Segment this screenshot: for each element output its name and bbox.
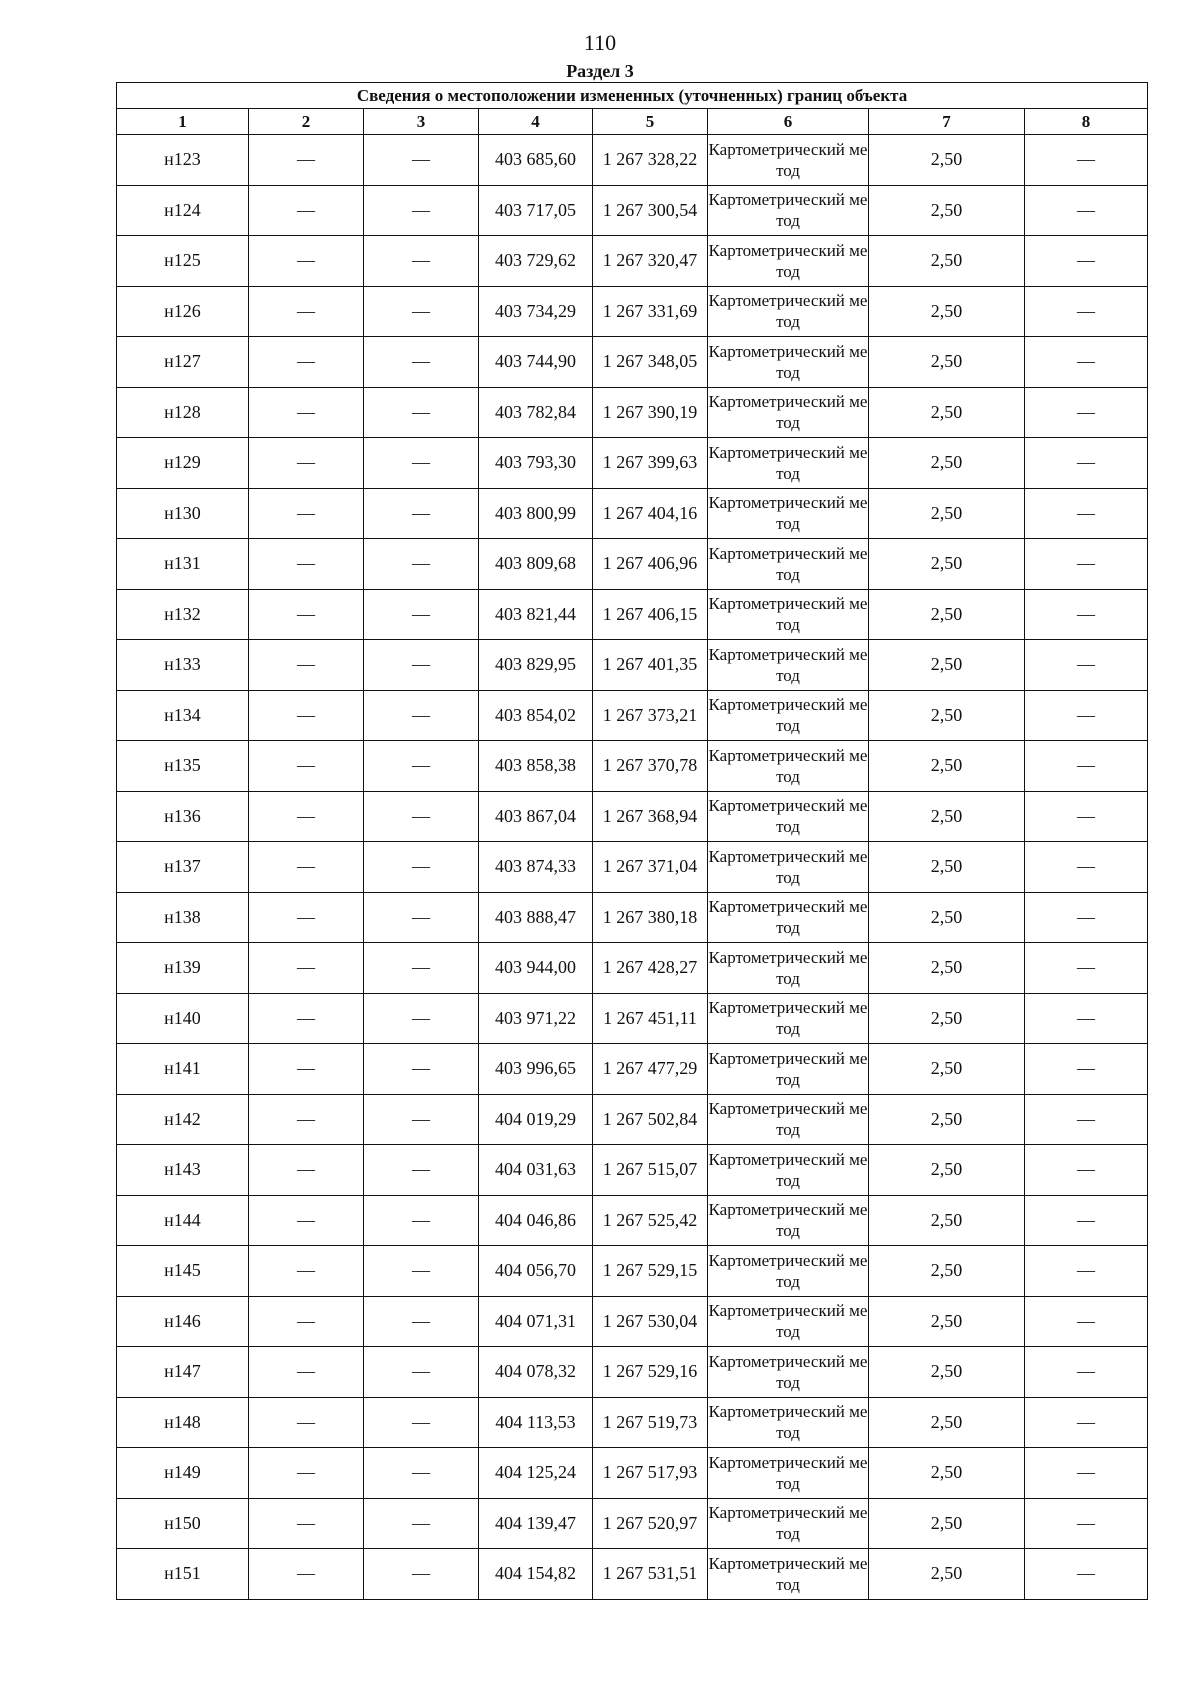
cell-col-8: — xyxy=(1025,185,1148,236)
cell-y-coordinate: 1 267 517,93 xyxy=(593,1448,708,1499)
table-row xyxy=(117,1549,1148,1600)
cell-col-3: — xyxy=(364,640,479,691)
cell-method: Картометрический метод xyxy=(708,1448,869,1499)
cell-accuracy: 2,50 xyxy=(869,1347,1025,1398)
column-header-4: 4 xyxy=(479,109,593,135)
table-row xyxy=(117,1145,1148,1196)
table-row xyxy=(117,135,1148,186)
table-row xyxy=(117,286,1148,337)
cell-y-coordinate: 1 267 520,97 xyxy=(593,1498,708,1549)
cell-col-2: — xyxy=(249,1448,364,1499)
cell-y-coordinate: 1 267 515,07 xyxy=(593,1145,708,1196)
cell-y-coordinate: 1 267 399,63 xyxy=(593,438,708,489)
cell-point-id: н148 xyxy=(117,1397,249,1448)
cell-col-3: — xyxy=(364,690,479,741)
cell-y-coordinate: 1 267 348,05 xyxy=(593,337,708,388)
page-number: 110 xyxy=(583,30,617,55)
cell-x-coordinate: 403 858,38 xyxy=(479,741,593,792)
cell-method: Картометрический метод xyxy=(708,842,869,893)
cell-col-8: — xyxy=(1025,589,1148,640)
cell-col-8: — xyxy=(1025,791,1148,842)
cell-accuracy: 2,50 xyxy=(869,741,1025,792)
cell-method: Картометрический метод xyxy=(708,236,869,287)
cell-col-8: — xyxy=(1025,337,1148,388)
cell-point-id: н134 xyxy=(117,690,249,741)
cell-col-3: — xyxy=(364,741,479,792)
cell-x-coordinate: 403 944,00 xyxy=(479,943,593,994)
cell-x-coordinate: 403 854,02 xyxy=(479,690,593,741)
cell-y-coordinate: 1 267 525,42 xyxy=(593,1195,708,1246)
cell-point-id: н139 xyxy=(117,943,249,994)
cell-col-8: — xyxy=(1025,690,1148,741)
cell-col-2: — xyxy=(249,1094,364,1145)
cell-accuracy: 2,50 xyxy=(869,1448,1025,1499)
cell-col-3: — xyxy=(364,1498,479,1549)
table-row xyxy=(117,488,1148,539)
cell-accuracy: 2,50 xyxy=(869,1397,1025,1448)
cell-method: Картометрический метод xyxy=(708,387,869,438)
cell-y-coordinate: 1 267 477,29 xyxy=(593,1044,708,1095)
cell-x-coordinate: 403 829,95 xyxy=(479,640,593,691)
section-title: Раздел 3 xyxy=(566,61,634,81)
coordinates-table xyxy=(116,82,1148,1600)
table-row xyxy=(117,387,1148,438)
cell-method: Картометрический метод xyxy=(708,640,869,691)
cell-point-id: н132 xyxy=(117,589,249,640)
cell-x-coordinate: 403 717,05 xyxy=(479,185,593,236)
cell-method: Картометрический метод xyxy=(708,438,869,489)
cell-accuracy: 2,50 xyxy=(869,589,1025,640)
cell-accuracy: 2,50 xyxy=(869,1498,1025,1549)
cell-col-2: — xyxy=(249,1397,364,1448)
cell-y-coordinate: 1 267 530,04 xyxy=(593,1296,708,1347)
cell-col-2: — xyxy=(249,488,364,539)
cell-col-8: — xyxy=(1025,640,1148,691)
cell-y-coordinate: 1 267 380,18 xyxy=(593,892,708,943)
cell-accuracy: 2,50 xyxy=(869,1549,1025,1600)
cell-x-coordinate: 403 821,44 xyxy=(479,589,593,640)
table-row xyxy=(117,539,1148,590)
cell-x-coordinate: 403 729,62 xyxy=(479,236,593,287)
cell-y-coordinate: 1 267 531,51 xyxy=(593,1549,708,1600)
cell-col-3: — xyxy=(364,286,479,337)
cell-col-8: — xyxy=(1025,488,1148,539)
cell-point-id: н149 xyxy=(117,1448,249,1499)
table-row xyxy=(117,185,1148,236)
cell-accuracy: 2,50 xyxy=(869,993,1025,1044)
cell-accuracy: 2,50 xyxy=(869,1044,1025,1095)
cell-col-3: — xyxy=(364,1094,479,1145)
cell-method: Картометрический метод xyxy=(708,1195,869,1246)
column-header-8: 8 xyxy=(1025,109,1148,135)
table-row xyxy=(117,1448,1148,1499)
column-header-6: 6 xyxy=(708,109,869,135)
cell-y-coordinate: 1 267 368,94 xyxy=(593,791,708,842)
cell-method: Картометрический метод xyxy=(708,690,869,741)
cell-method: Картометрический метод xyxy=(708,892,869,943)
cell-col-3: — xyxy=(364,589,479,640)
cell-method: Картометрический метод xyxy=(708,1145,869,1196)
table-row xyxy=(117,741,1148,792)
cell-col-3: — xyxy=(364,438,479,489)
table-row xyxy=(117,589,1148,640)
cell-accuracy: 2,50 xyxy=(869,387,1025,438)
column-header-5: 5 xyxy=(593,109,708,135)
cell-x-coordinate: 403 867,04 xyxy=(479,791,593,842)
cell-method: Картометрический метод xyxy=(708,1246,869,1297)
table-row xyxy=(117,1498,1148,1549)
cell-col-3: — xyxy=(364,1347,479,1398)
cell-method: Картометрический метод xyxy=(708,943,869,994)
cell-point-id: н127 xyxy=(117,337,249,388)
cell-y-coordinate: 1 267 406,96 xyxy=(593,539,708,590)
table-row xyxy=(117,842,1148,893)
cell-col-3: — xyxy=(364,1195,479,1246)
cell-col-2: — xyxy=(249,1296,364,1347)
cell-y-coordinate: 1 267 373,21 xyxy=(593,690,708,741)
cell-method: Картометрический метод xyxy=(708,1044,869,1095)
cell-x-coordinate: 404 139,47 xyxy=(479,1498,593,1549)
cell-point-id: н141 xyxy=(117,1044,249,1095)
table-row xyxy=(117,438,1148,489)
cell-method: Картометрический метод xyxy=(708,791,869,842)
table-row xyxy=(117,1296,1148,1347)
cell-y-coordinate: 1 267 519,73 xyxy=(593,1397,708,1448)
cell-col-3: — xyxy=(364,791,479,842)
cell-point-id: н129 xyxy=(117,438,249,489)
cell-y-coordinate: 1 267 331,69 xyxy=(593,286,708,337)
cell-point-id: н145 xyxy=(117,1246,249,1297)
table-header-row xyxy=(117,109,1148,135)
cell-x-coordinate: 403 734,29 xyxy=(479,286,593,337)
cell-accuracy: 2,50 xyxy=(869,842,1025,893)
cell-x-coordinate: 403 996,65 xyxy=(479,1044,593,1095)
cell-point-id: н135 xyxy=(117,741,249,792)
cell-accuracy: 2,50 xyxy=(869,1246,1025,1297)
table-row xyxy=(117,1044,1148,1095)
cell-method: Картометрический метод xyxy=(708,741,869,792)
table-row xyxy=(117,640,1148,691)
cell-accuracy: 2,50 xyxy=(869,539,1025,590)
cell-col-2: — xyxy=(249,387,364,438)
cell-col-3: — xyxy=(364,135,479,186)
cell-point-id: н137 xyxy=(117,842,249,893)
cell-col-3: — xyxy=(364,892,479,943)
cell-col-2: — xyxy=(249,337,364,388)
cell-col-2: — xyxy=(249,640,364,691)
cell-accuracy: 2,50 xyxy=(869,1296,1025,1347)
cell-col-3: — xyxy=(364,1246,479,1297)
cell-col-2: — xyxy=(249,589,364,640)
cell-method: Картометрический метод xyxy=(708,539,869,590)
cell-x-coordinate: 404 046,86 xyxy=(479,1195,593,1246)
cell-col-8: — xyxy=(1025,842,1148,893)
cell-col-8: — xyxy=(1025,387,1148,438)
cell-col-8: — xyxy=(1025,1145,1148,1196)
cell-accuracy: 2,50 xyxy=(869,791,1025,842)
cell-point-id: н130 xyxy=(117,488,249,539)
cell-col-2: — xyxy=(249,286,364,337)
cell-y-coordinate: 1 267 390,19 xyxy=(593,387,708,438)
cell-x-coordinate: 404 031,63 xyxy=(479,1145,593,1196)
cell-col-3: — xyxy=(364,488,479,539)
cell-col-8: — xyxy=(1025,1347,1148,1398)
cell-col-8: — xyxy=(1025,236,1148,287)
table-row xyxy=(117,1094,1148,1145)
table-row xyxy=(117,791,1148,842)
cell-accuracy: 2,50 xyxy=(869,185,1025,236)
cell-point-id: н138 xyxy=(117,892,249,943)
cell-col-2: — xyxy=(249,135,364,186)
table-row xyxy=(117,1397,1148,1448)
cell-col-8: — xyxy=(1025,539,1148,590)
cell-accuracy: 2,50 xyxy=(869,135,1025,186)
cell-method: Картометрический метод xyxy=(708,488,869,539)
cell-accuracy: 2,50 xyxy=(869,488,1025,539)
cell-x-coordinate: 404 154,82 xyxy=(479,1549,593,1600)
cell-method: Картометрический метод xyxy=(708,1347,869,1398)
cell-col-2: — xyxy=(249,791,364,842)
cell-point-id: н131 xyxy=(117,539,249,590)
cell-col-2: — xyxy=(249,1498,364,1549)
cell-y-coordinate: 1 267 529,15 xyxy=(593,1246,708,1297)
cell-col-8: — xyxy=(1025,438,1148,489)
column-header-3: 3 xyxy=(364,109,479,135)
cell-method: Картометрический метод xyxy=(708,1296,869,1347)
cell-method: Картометрический метод xyxy=(708,286,869,337)
column-header-1: 1 xyxy=(117,109,249,135)
cell-x-coordinate: 403 744,90 xyxy=(479,337,593,388)
cell-col-8: — xyxy=(1025,892,1148,943)
cell-y-coordinate: 1 267 502,84 xyxy=(593,1094,708,1145)
cell-x-coordinate: 403 874,33 xyxy=(479,842,593,893)
cell-accuracy: 2,50 xyxy=(869,438,1025,489)
cell-method: Картометрический метод xyxy=(708,589,869,640)
cell-x-coordinate: 404 019,29 xyxy=(479,1094,593,1145)
cell-col-8: — xyxy=(1025,1498,1148,1549)
cell-col-2: — xyxy=(249,185,364,236)
cell-col-8: — xyxy=(1025,1296,1148,1347)
cell-x-coordinate: 404 071,31 xyxy=(479,1296,593,1347)
cell-x-coordinate: 403 782,84 xyxy=(479,387,593,438)
cell-col-2: — xyxy=(249,690,364,741)
cell-accuracy: 2,50 xyxy=(869,640,1025,691)
cell-col-3: — xyxy=(364,943,479,994)
cell-col-3: — xyxy=(364,993,479,1044)
table-row xyxy=(117,690,1148,741)
cell-col-2: — xyxy=(249,438,364,489)
cell-point-id: н151 xyxy=(117,1549,249,1600)
cell-point-id: н142 xyxy=(117,1094,249,1145)
cell-x-coordinate: 404 113,53 xyxy=(479,1397,593,1448)
cell-col-3: — xyxy=(364,337,479,388)
cell-point-id: н150 xyxy=(117,1498,249,1549)
cell-col-2: — xyxy=(249,1246,364,1297)
cell-col-8: — xyxy=(1025,135,1148,186)
cell-method: Картометрический метод xyxy=(708,993,869,1044)
cell-col-8: — xyxy=(1025,1195,1148,1246)
cell-y-coordinate: 1 267 428,27 xyxy=(593,943,708,994)
cell-y-coordinate: 1 267 300,54 xyxy=(593,185,708,236)
cell-col-2: — xyxy=(249,539,364,590)
cell-col-2: — xyxy=(249,892,364,943)
cell-point-id: н133 xyxy=(117,640,249,691)
table-row xyxy=(117,1246,1148,1297)
cell-col-2: — xyxy=(249,993,364,1044)
cell-col-3: — xyxy=(364,1296,479,1347)
cell-method: Картометрический метод xyxy=(708,1094,869,1145)
cell-x-coordinate: 404 125,24 xyxy=(479,1448,593,1499)
table-row xyxy=(117,337,1148,388)
cell-method: Картометрический метод xyxy=(708,1397,869,1448)
table-body xyxy=(117,135,1148,1600)
cell-col-3: — xyxy=(364,1044,479,1095)
cell-col-2: — xyxy=(249,1195,364,1246)
cell-y-coordinate: 1 267 404,16 xyxy=(593,488,708,539)
cell-x-coordinate: 403 809,68 xyxy=(479,539,593,590)
cell-point-id: н136 xyxy=(117,791,249,842)
column-header-7: 7 xyxy=(869,109,1025,135)
cell-x-coordinate: 403 685,60 xyxy=(479,135,593,186)
cell-accuracy: 2,50 xyxy=(869,286,1025,337)
cell-col-8: — xyxy=(1025,1094,1148,1145)
table-row xyxy=(117,943,1148,994)
cell-col-2: — xyxy=(249,943,364,994)
cell-y-coordinate: 1 267 371,04 xyxy=(593,842,708,893)
cell-point-id: н128 xyxy=(117,387,249,438)
cell-y-coordinate: 1 267 401,35 xyxy=(593,640,708,691)
cell-col-8: — xyxy=(1025,943,1148,994)
cell-point-id: н125 xyxy=(117,236,249,287)
cell-col-2: — xyxy=(249,1044,364,1095)
cell-accuracy: 2,50 xyxy=(869,1195,1025,1246)
cell-x-coordinate: 403 971,22 xyxy=(479,993,593,1044)
cell-point-id: н123 xyxy=(117,135,249,186)
cell-y-coordinate: 1 267 320,47 xyxy=(593,236,708,287)
cell-method: Картометрический метод xyxy=(708,1498,869,1549)
cell-x-coordinate: 403 793,30 xyxy=(479,438,593,489)
cell-col-3: — xyxy=(364,236,479,287)
cell-accuracy: 2,50 xyxy=(869,943,1025,994)
column-header-2: 2 xyxy=(249,109,364,135)
cell-point-id: н143 xyxy=(117,1145,249,1196)
cell-col-3: — xyxy=(364,1145,479,1196)
cell-point-id: н124 xyxy=(117,185,249,236)
cell-col-8: — xyxy=(1025,1549,1148,1600)
cell-accuracy: 2,50 xyxy=(869,236,1025,287)
table-row xyxy=(117,1347,1148,1398)
cell-y-coordinate: 1 267 529,16 xyxy=(593,1347,708,1398)
cell-method: Картометрический метод xyxy=(708,1549,869,1600)
cell-accuracy: 2,50 xyxy=(869,690,1025,741)
cell-method: Картометрический метод xyxy=(708,337,869,388)
cell-method: Картометрический метод xyxy=(708,135,869,186)
cell-accuracy: 2,50 xyxy=(869,1145,1025,1196)
cell-x-coordinate: 403 800,99 xyxy=(479,488,593,539)
cell-col-3: — xyxy=(364,185,479,236)
cell-method: Картометрический метод xyxy=(708,185,869,236)
cell-col-8: — xyxy=(1025,741,1148,792)
cell-accuracy: 2,50 xyxy=(869,337,1025,388)
cell-col-2: — xyxy=(249,1347,364,1398)
cell-point-id: н144 xyxy=(117,1195,249,1246)
cell-y-coordinate: 1 267 328,22 xyxy=(593,135,708,186)
table-row xyxy=(117,993,1148,1044)
table-caption: Сведения о местоположении измененных (уточненных) границ объекта xyxy=(117,83,1148,109)
cell-y-coordinate: 1 267 406,15 xyxy=(593,589,708,640)
cell-col-8: — xyxy=(1025,1397,1148,1448)
cell-y-coordinate: 1 267 451,11 xyxy=(593,993,708,1044)
cell-col-8: — xyxy=(1025,1448,1148,1499)
cell-col-3: — xyxy=(364,539,479,590)
cell-point-id: н140 xyxy=(117,993,249,1044)
cell-col-2: — xyxy=(249,1549,364,1600)
cell-col-8: — xyxy=(1025,286,1148,337)
cell-col-3: — xyxy=(364,1448,479,1499)
cell-y-coordinate: 1 267 370,78 xyxy=(593,741,708,792)
cell-col-3: — xyxy=(364,1397,479,1448)
cell-col-2: — xyxy=(249,1145,364,1196)
cell-x-coordinate: 404 078,32 xyxy=(479,1347,593,1398)
cell-col-2: — xyxy=(249,842,364,893)
cell-col-2: — xyxy=(249,741,364,792)
cell-col-3: — xyxy=(364,842,479,893)
cell-col-3: — xyxy=(364,387,479,438)
cell-accuracy: 2,50 xyxy=(869,1094,1025,1145)
cell-col-8: — xyxy=(1025,1044,1148,1095)
cell-point-id: н147 xyxy=(117,1347,249,1398)
cell-x-coordinate: 403 888,47 xyxy=(479,892,593,943)
cell-col-8: — xyxy=(1025,1246,1148,1297)
table-row xyxy=(117,236,1148,287)
table-row xyxy=(117,892,1148,943)
cell-col-3: — xyxy=(364,1549,479,1600)
cell-point-id: н146 xyxy=(117,1296,249,1347)
cell-point-id: н126 xyxy=(117,286,249,337)
cell-col-8: — xyxy=(1025,993,1148,1044)
cell-accuracy: 2,50 xyxy=(869,892,1025,943)
cell-col-2: — xyxy=(249,236,364,287)
table-row xyxy=(117,1195,1148,1246)
cell-x-coordinate: 404 056,70 xyxy=(479,1246,593,1297)
